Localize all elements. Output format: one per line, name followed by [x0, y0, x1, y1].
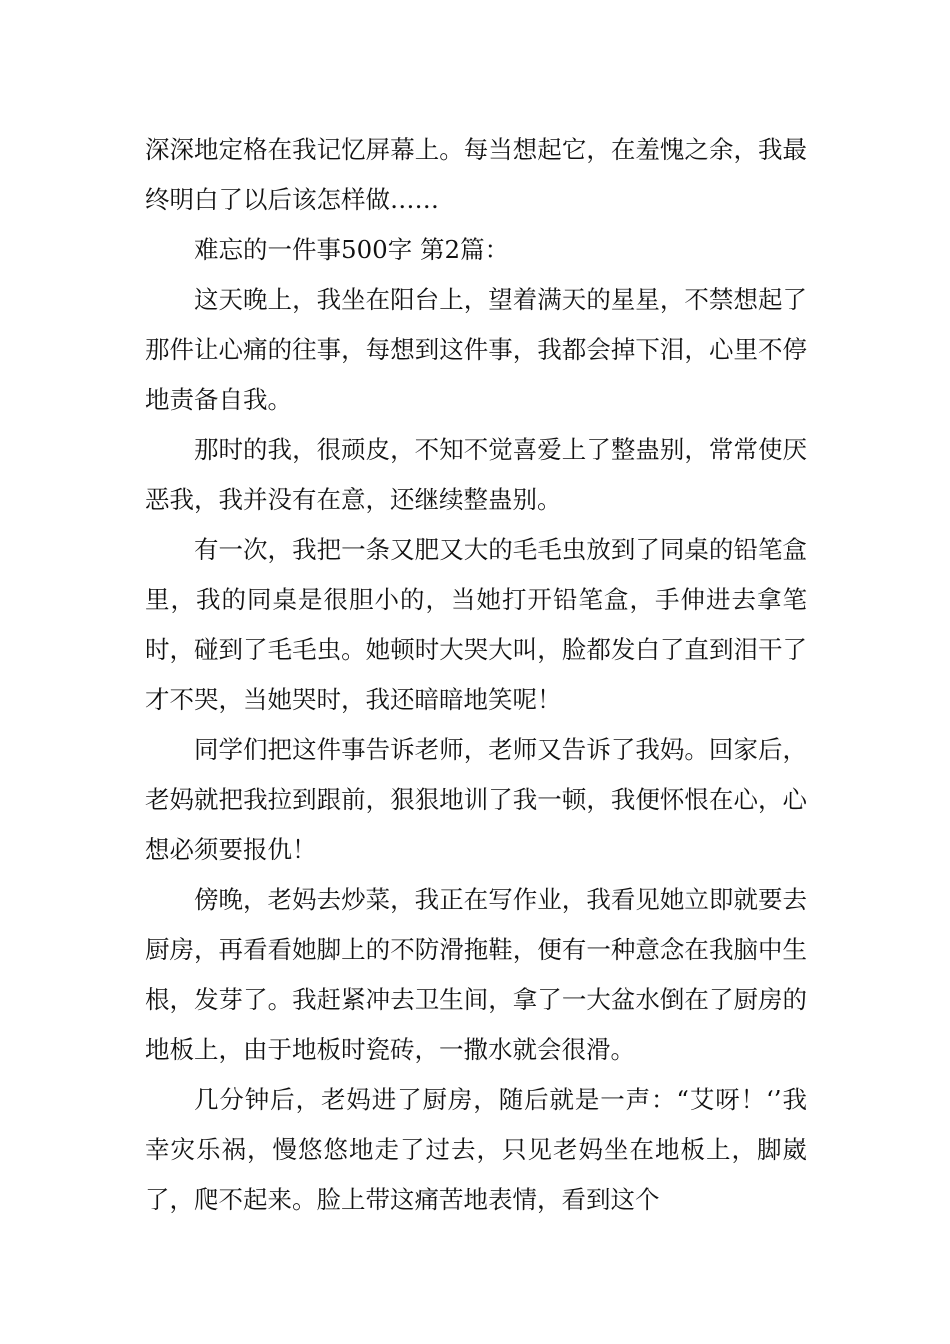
paragraph-continued: 深深地定格在我记忆屏幕上。每当想起它，在羞愧之余，我最终明白了以后该怎样做……	[145, 135, 807, 214]
paragraph: 同学们把这件事告诉老师，老师又告诉了我妈。回家后，老妈就把我拉到跟前，狠狠地训了我一顿，我便怀恨在心，心想必须要报仇！	[145, 735, 807, 864]
paragraph: 傍晚，老妈去炒菜，我正在写作业，我看见她立即就要去厨房，再看看她脚上的不防滑拖鞋，便有一种意念在我脑中生根，发芽了。我赶紧冲去卫生间，拿了一大盆水倒在了厨房的地板上，由于地板时瓷砖，一撒水就会很滑。	[145, 885, 807, 1064]
paragraph: 那时的我，很顽皮，不知不觉喜爱上了整蛊别，常常使厌恶我，我并没有在意，还继续整蛊别。	[145, 435, 807, 514]
paragraph: 这天晚上，我坐在阳台上，望着满天的星星，不禁想起了那件让心痛的往事，每想到这件事，我都会掉下泪，心里不停地责备自我。	[145, 285, 807, 414]
paragraph: 有一次，我把一条又肥又大的毛毛虫放到了同桌的铅笔盒里，我的同桌是很胆小的，当她打开铅笔盒，手伸进去拿笔时，碰到了毛毛虫。她顿时大哭大叫，脸都发白了直到泪干了才不哭，当她哭时，我还暗暗地笑呢！	[145, 535, 807, 714]
document-body	[145, 125, 807, 1225]
section-heading: 难忘的一件事500字 第2篇：	[194, 235, 510, 264]
paragraph: 几分钟后，老妈进了厨房，随后就是一声：“艾呀！‘’我幸灾乐祸，慢悠悠地走了过去，只见老妈坐在地板上，脚崴了，爬不起来。脸上带这痛苦地表情，看到这个	[145, 1085, 807, 1214]
